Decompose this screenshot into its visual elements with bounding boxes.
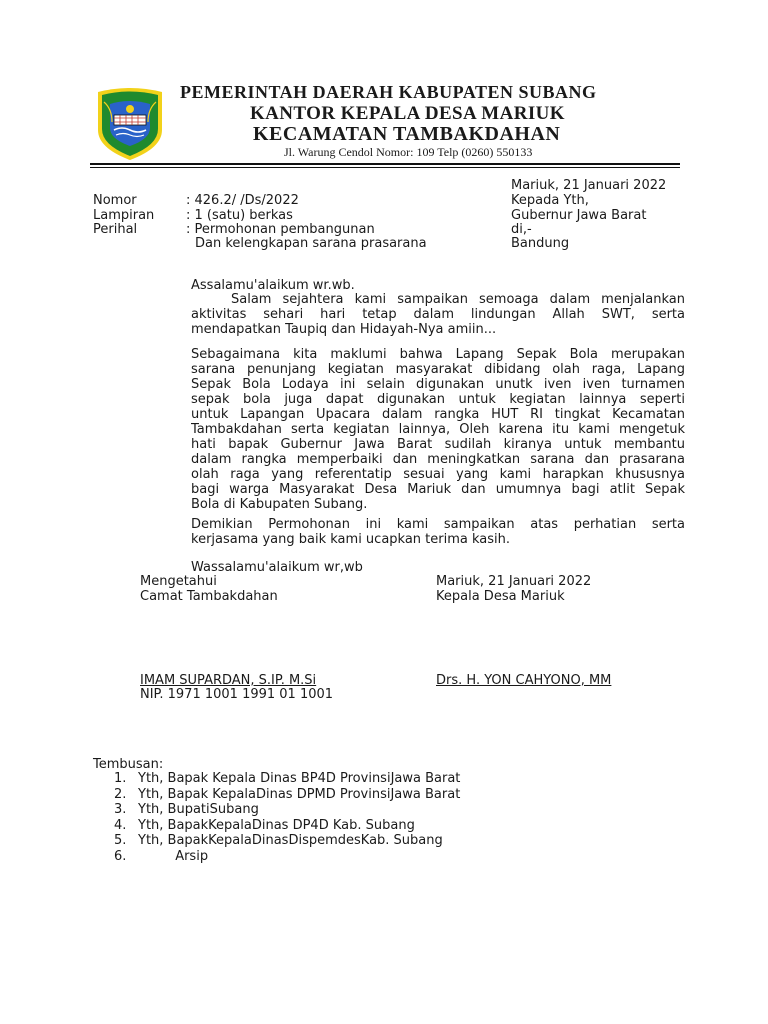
paragraph-line: hati bapak Gubernur Jawa Barat sudilah kiranya untuk membantu <box>191 437 685 452</box>
paragraph-1 <box>191 292 685 337</box>
lampiran-value: : 1 (satu) berkas <box>186 208 293 223</box>
paragraph-line: Sebagaimana kita maklumi bahwa Lapang Sepak Bola merupakan <box>191 347 685 362</box>
subang-emblem-logo <box>92 82 168 162</box>
sig-left-nip: NIP. 1971 1001 1991 01 1001 <box>140 687 334 702</box>
cc-item-text: Yth, BapakKepalaDinas DP4D Kab. Subang <box>138 817 415 833</box>
letterhead-address: Jl. Warung Cendol Nomor: 109 Telp (0260) 550133 <box>284 145 533 159</box>
cc-item-number: 2. <box>114 786 127 802</box>
list-item <box>114 833 460 849</box>
recipient-line4: Bandung <box>511 236 570 251</box>
sig-left-line2: Camat Tambakdahan <box>140 589 278 604</box>
list-item <box>114 787 460 803</box>
paragraph-line: sarana penunjang kegiatan masyarakat dibidang olah raga, Lapang <box>191 362 685 377</box>
sig-right-line1: Mariuk, 21 Januari 2022 <box>436 574 592 589</box>
sig-right-name: Drs. H. YON CAHYONO, MM <box>436 673 612 688</box>
perihal-label: Perihal <box>93 222 138 237</box>
paragraph-line: sepak bola juga dapat digunakan untuk kegiatan lainnya seperti <box>191 392 685 407</box>
paragraph-2 <box>191 347 685 512</box>
paragraph-line: bagi warga Masyarakat Desa Mariuk dan umumnya bagi atlit Sepak <box>191 482 685 497</box>
paragraph-line: aktivitas sehari hari tetap dalam lindungan Allah SWT, serta <box>191 307 685 322</box>
paragraph-line: mendapatkan Taupiq dan Hidayah-Nya amiin... <box>191 322 497 337</box>
list-item <box>114 771 460 787</box>
lampiran-label: Lampiran <box>93 208 155 223</box>
paragraph-line: Tambakdahan serta kegiatan lainnya, Oleh karena itu kami mengetuk <box>191 422 685 437</box>
cc-list <box>114 771 460 864</box>
paragraph-line: Salam sejahtera kami sampaikan semoaga dalam menjalankan <box>231 292 685 307</box>
cc-item-text: Yth, BapakKepalaDinasDispemdesKab. Subang <box>138 833 443 848</box>
letterhead-rule-thick <box>90 163 680 165</box>
paragraph-3 <box>191 517 685 547</box>
paragraph-line: olah raga yang referentatip sesuai yang kami harapkan khususnya <box>191 467 685 482</box>
recipient-line1: Kepada Yth, <box>511 193 589 208</box>
cc-title: Tembusan: <box>93 757 164 772</box>
recipient-line2: Gubernur Jawa Barat <box>511 208 647 223</box>
paragraph-line: Bola di Kabupaten Subang. <box>191 497 368 512</box>
nomor-label: Nomor <box>93 193 137 208</box>
recipient-line3: di,- <box>511 222 532 237</box>
list-item <box>114 849 460 865</box>
paragraph-line: kerjasama yang baik kami ucapkan terima kasih. <box>191 532 511 547</box>
paragraph-line: Sepak Bola Lodaya ini selain digunakan unutk iven iven turnamen <box>191 377 685 392</box>
cc-item-text: Yth, Bapak KepalaDinas DPMD ProvinsiJawa Barat <box>138 786 461 802</box>
paragraph-line: dalam rangka memperbaiki dan meningkatkan sarana dan prasarana <box>191 452 685 467</box>
cc-item-text: Yth, Bapak Kepala Dinas BP4D ProvinsiJawa Barat <box>138 771 461 786</box>
sig-right-line2: Kepala Desa Mariuk <box>436 589 565 604</box>
letterhead-line1: PEMERINTAH DAERAH KABUPATEN SUBANG <box>180 82 597 102</box>
list-item <box>114 802 460 818</box>
sig-left-line1: Mengetahui <box>140 574 217 589</box>
cc-item-number: 3. <box>114 802 127 817</box>
letterhead-rule-thin <box>90 167 680 168</box>
nomor-value: : 426.2/ /Ds/2022 <box>186 193 299 208</box>
paragraph-line: Demikian Permohonan ini kami sampaikan atas perhatian serta <box>191 517 685 532</box>
sig-left-name: IMAM SUPARDAN, S.IP. M.Si <box>140 673 317 688</box>
cc-item-number: 1. <box>114 771 127 786</box>
closing: Wassalamu'alaikum wr,wb <box>191 560 363 575</box>
cc-item-text: Yth, BupatiSubang <box>138 802 259 817</box>
cc-item-number: 5. <box>114 833 127 848</box>
cc-item-number: 4. <box>114 817 127 833</box>
letter-date: Mariuk, 21 Januari 2022 <box>511 178 667 193</box>
greeting: Assalamu'alaikum wr.wb. <box>191 278 355 293</box>
list-item <box>114 818 460 834</box>
paragraph-line: untuk Lapangan Upacara dalam rangka HUT RI tingkat Kecamatan <box>191 407 685 422</box>
letterhead-line3: KECAMATAN TAMBAKDAHAN <box>253 123 561 145</box>
perihal-value: : Permohonan pembangunan <box>186 222 375 237</box>
perihal-value-cont: Dan kelengkapan sarana prasarana <box>195 236 427 251</box>
cc-item-text: Arsip <box>138 848 209 864</box>
letterhead-line2: KANTOR KEPALA DESA MARIUK <box>250 103 565 124</box>
cc-item-number: 6. <box>114 848 127 864</box>
